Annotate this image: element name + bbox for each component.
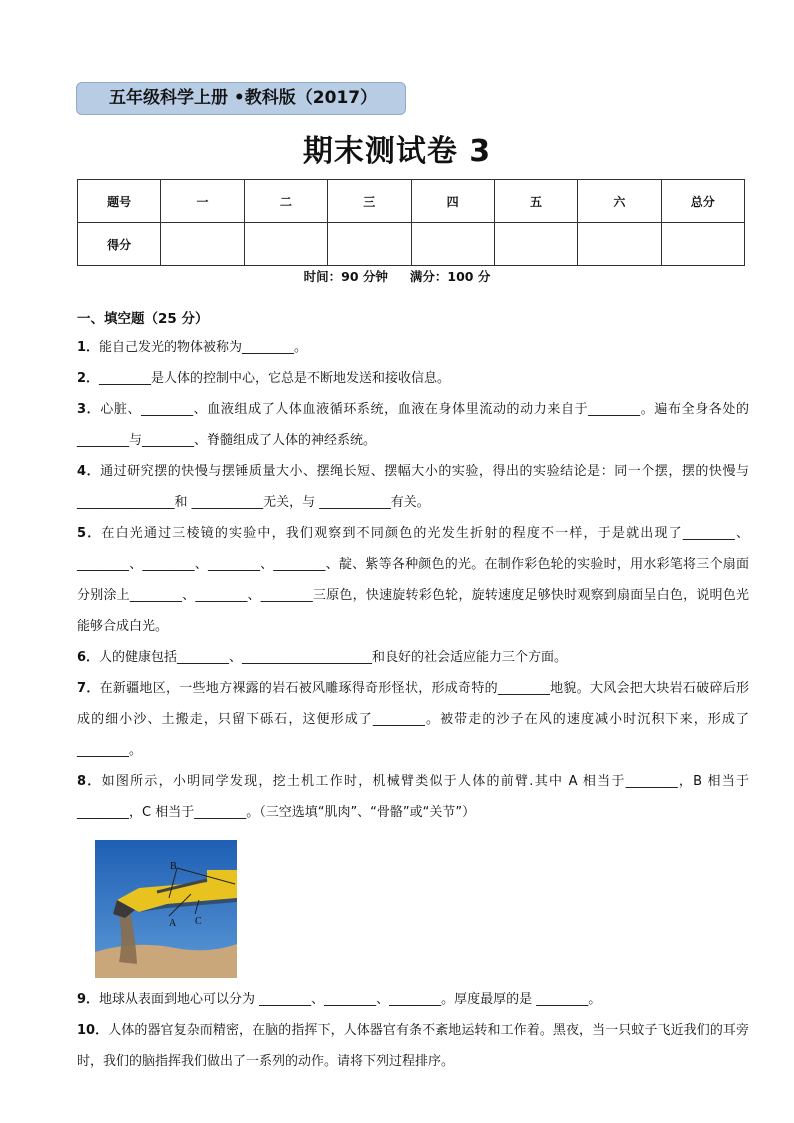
question-number: 5． xyxy=(77,526,102,541)
page-title: 期末测试卷 3 xyxy=(302,134,492,169)
score-cell xyxy=(328,223,411,266)
score-cell: 总分 xyxy=(661,180,744,223)
question-text: 地球从表面到地心可以分为 ________、________、________。厚度最厚的是 ________。 xyxy=(99,992,602,1007)
exam-info xyxy=(0,267,794,285)
score-table-header-row xyxy=(78,180,745,223)
figure-label-a: A xyxy=(169,918,177,929)
question-number: 10． xyxy=(77,1023,109,1038)
score-cell xyxy=(494,223,577,266)
exam-time: 时间：90 分钟 xyxy=(303,269,388,284)
question-number: 4． xyxy=(77,464,101,479)
question-text: ________是人体的控制中心，它总是不断地发送和接收信息。 xyxy=(99,371,451,386)
question-text: 人体的器官复杂而精密，在脑的指挥下，人体器官有条不紊地运转和工作着。黑夜，当一只蚊子飞近我们的耳旁时，我们的脑指挥我们做出了一系列的动作。请将下列过程排序。 xyxy=(77,1023,749,1069)
question-text: 能自己发光的物体被称为________。 xyxy=(99,340,308,355)
section-heading: 一、填空题（25 分） xyxy=(77,311,209,327)
score-cell xyxy=(411,223,494,266)
question-number: 3． xyxy=(77,402,101,417)
score-cell: 一 xyxy=(161,180,244,223)
question-area xyxy=(77,302,749,1077)
question-number: 1． xyxy=(77,340,100,355)
excavator-photo xyxy=(95,840,237,978)
question-number: 7． xyxy=(77,681,100,696)
score-table-score-row xyxy=(78,223,745,266)
score-cell: 得分 xyxy=(78,223,161,266)
score-cell xyxy=(161,223,244,266)
score-table xyxy=(77,179,745,266)
figure-label-b: B xyxy=(170,861,177,872)
question-number: 6． xyxy=(77,650,100,665)
question-text: 在白光通过三棱镜的实验中，我们观察到不同颜色的光发生折射的程度不一样，于是就出现了________、________、________、________、________、靛、紫等各种颜色的光。在制作彩色轮的实验时，用水彩笔将三个扇面分别涂上________、________、________三原色，快速旋转彩色轮，旋转速度足够快时观察到扇面呈白色，说明色光能够合成白光。 xyxy=(77,526,749,634)
question-3 xyxy=(77,394,749,456)
figure-label-c: C xyxy=(195,916,202,927)
question-text: 心脏、________、血液组成了人体血液循环系统，血液在身体里流动的动力来自于________。遍布全身各处的________与________、脊髓组成了人体的神经系统。 xyxy=(77,402,749,448)
score-cell: 五 xyxy=(494,180,577,223)
question-text: 如图所示，小明同学发现，挖土机工作时，机械臂类似于人体的前臂.其中 A 相当于________，B 相当于________，C 相当于________。（三空选填“肌肉”、“骨骼”或“关节”） xyxy=(77,774,749,820)
question-text: 在新疆地区，一些地方裸露的岩石被风雕琢得奇形怪状，形成奇特的________地貌。大风会把大块岩石破碎后形成的细小沙、土搬走，只留下砾石，这便形成了________。被带走的沙子在风的速度减小时沉积下来，形成了________。 xyxy=(77,681,749,758)
question-9 xyxy=(77,984,749,1015)
question-2 xyxy=(77,363,749,394)
question-number: 8． xyxy=(77,774,102,789)
question-6 xyxy=(77,642,749,673)
question-8 xyxy=(77,766,749,828)
question-5 xyxy=(77,518,749,642)
question-text: 通过研究摆的快慢与摆锤质量大小、摆绳长短、摆幅大小的实验，得出的实验结论是：同一个摆，摆的快慢与 _______________和 ___________无关，与 ___________有关。 xyxy=(77,464,749,510)
subject-banner: 五年级科学上册 •教科版（2017） xyxy=(76,82,406,115)
score-cell: 六 xyxy=(578,180,661,223)
score-cell: 四 xyxy=(411,180,494,223)
question-4 xyxy=(77,456,749,518)
question-number: 9． xyxy=(77,992,100,1007)
score-cell xyxy=(661,223,744,266)
question-10 xyxy=(77,1015,749,1077)
exam-full-score: 满分：100 分 xyxy=(409,269,491,284)
question-1 xyxy=(77,332,749,363)
question-text: 人的健康包括________、____________________和良好的社会适应能力三个方面。 xyxy=(99,650,568,665)
score-cell: 题号 xyxy=(78,180,161,223)
excavator-illustration xyxy=(95,840,237,978)
score-cell: 二 xyxy=(244,180,327,223)
score-cell: 三 xyxy=(328,180,411,223)
question-7 xyxy=(77,673,749,766)
score-cell xyxy=(578,223,661,266)
question-number: 2． xyxy=(77,371,100,386)
score-cell xyxy=(244,223,327,266)
